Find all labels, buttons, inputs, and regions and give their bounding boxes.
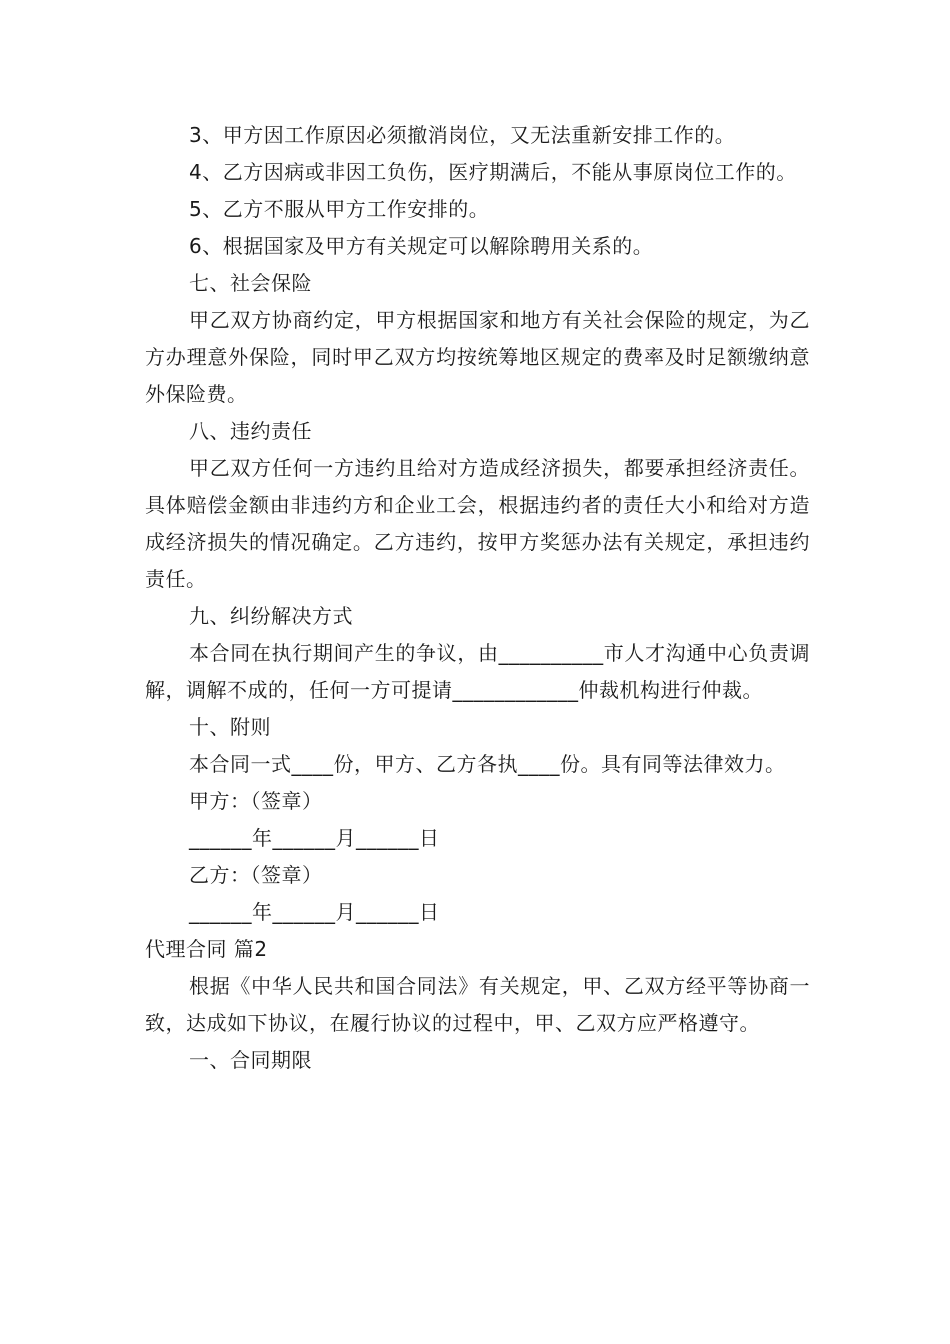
section-heading-social-insurance: 七、社会保险 bbox=[189, 271, 312, 295]
party-b-date-line: ______年______月______日 bbox=[189, 900, 440, 924]
liability-paragraph: 甲乙双方任何一方违约且给对方造成经济损失，都要承担经济责任。具体赔偿金额由非违约方和企业工会，根据违约者的责任大小和给对方造成经济损失的情况确定。乙方违约，按甲方奖惩办法有关规定，承担违约责任。 bbox=[145, 456, 810, 591]
contract-title-part-2: 代理合同 篇2 bbox=[145, 937, 268, 961]
supplementary-paragraph: 本合同一式____份，甲方、乙方各执____份。具有同等法律效力。 bbox=[189, 752, 786, 776]
clause-item-6: 6、根据国家及甲方有关规定可以解除聘用关系的。 bbox=[189, 234, 654, 258]
party-a-signature-label: 甲方：（签章） bbox=[189, 789, 323, 813]
preamble-paragraph: 根据《中华人民共和国合同法》有关规定，甲、乙双方经平等协商一致，达成如下协议，在履行协议的过程中，甲、乙双方应严格遵守。 bbox=[145, 974, 810, 1035]
social-insurance-paragraph: 甲乙双方协商约定，甲方根据国家和地方有关社会保险的规定，为乙方办理意外保险，同时甲乙双方均按统筹地区规定的费率及时足额缴纳意外保险费。 bbox=[145, 308, 810, 406]
document-body bbox=[145, 117, 810, 1079]
party-a-date-line: ______年______月______日 bbox=[189, 826, 440, 850]
clause-item-5: 5、乙方不服从甲方工作安排的。 bbox=[189, 197, 490, 221]
clause-item-4: 4、乙方因病或非因工负伤，医疗期满后，不能从事原岗位工作的。 bbox=[189, 160, 797, 184]
clause-item-3: 3、甲方因工作原因必须撤消岗位，又无法重新安排工作的。 bbox=[189, 123, 736, 147]
section-heading-liability: 八、违约责任 bbox=[189, 419, 312, 443]
dispute-paragraph: 本合同在执行期间产生的争议，由__________市人才沟通中心负责调解，调解不成的，任何一方可提请____________仲裁机构进行仲裁。 bbox=[145, 641, 810, 702]
section-heading-term: 一、合同期限 bbox=[189, 1048, 312, 1072]
section-heading-dispute: 九、纠纷解决方式 bbox=[189, 604, 353, 628]
party-b-signature-label: 乙方：（签章） bbox=[189, 863, 323, 887]
section-heading-supplementary: 十、附则 bbox=[189, 715, 271, 739]
